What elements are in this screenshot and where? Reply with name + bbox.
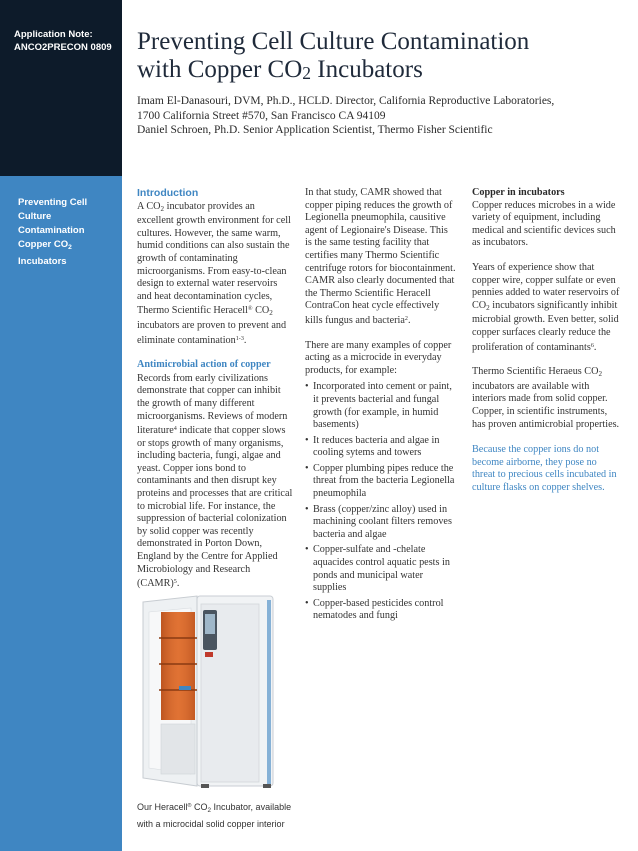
column-1 [137,187,293,591]
app-note-code: ANCO2PRECON 0809 [14,42,112,53]
experience-paragraph: Years of experience show that copper wire, copper sulfate or even pennies added to water reservoirs of $CO_2$ incubators significantly inhibit microbial growth. Even better, solid copper surfaces clearly reduce the proliferation of contaminants$^6$. [472,261,620,353]
page-title [137,28,617,87]
list-item: • Copper plumbing pipes reduce the threat from the bacteria Legionella pneumophila [305,463,457,501]
sidebar-title-line1: Preventing Cell Culture [18,197,88,222]
incubator-photo [139,590,279,790]
sidebar-title [18,196,118,269]
column-3 [472,187,622,494]
author-line: Imam El-Danasouri, DVM, Ph.D., HCLD. Director, California Reproductive Laboratories, [137,95,555,107]
sidebar-title-line2: Contamination [18,225,85,236]
application-note-label [14,28,118,54]
column-2 [305,187,457,626]
sidebar-title-line3: Copper $CO_2$ Incubators [18,239,72,267]
introduction-heading: Introduction [137,187,199,199]
antimicrobial-paragraph: Records from early civilizations demonstrate that copper can inhibit the growth of many different microorganisms. Reviews of modern literature$^4$ indicate that copper slows or stops growth of many organisms, including bacteria, fungi, algae and yeast. Copper ions bond to contaminants and then disrupt key proteins and processes that are critical to microbial life. For instance, the suppression of bacterial colonization by solid copper was recently demonstrated in Porton Down, England by the Centre for Applied Microbiology and Research (CAMR)$^5$. [137,372,293,590]
author-line: 1700 California Street #570, San Francisco CA 94109 [137,109,386,122]
caption-line1: Our Heracell® $CO_2$ Incubator, available [137,802,292,814]
author-block [137,94,617,138]
antimicrobial-heading: Antimicrobial action of copper [137,359,271,371]
introduction-paragraph: A $CO_2$ incubator provides an excellent growth environment for cell cultures. However, the same warm, humid conditions can also sustain the growth of contaminating microorganisms. From easy-to-clean design to external water reservoirs and heat decontamination cycles, Thermo Scientific Heracell® $CO_2$ incubators are proven to prevent and eliminate contamination$^{1-3}$. [137,200,291,346]
copper-incubators-heading: Copper in incubators [472,187,565,198]
caption-line2: with a microcidal solid copper interior [137,818,285,829]
examples-list [305,381,457,623]
list-item: • Brass (copper/zinc alloy) used in machining coolant filters removes bacteria and algae [305,504,457,542]
list-item: • It reduces bacteria and algae in cooling sytems and towers [305,435,457,460]
list-item: • Copper-based pesticides control nematodes and fungi [305,598,457,623]
heraeus-paragraph: Thermo Scientific Heraeus $CO_2$ incubators are available with interiors made from solid copper. Copper, in scientific instruments, has proven antimicrobial properties. [472,366,620,430]
camr-paragraph: In that study, CAMR showed that copper piping reduces the growth of Legionella pneumophila, causitive agent of Legionaire's Disease. This is the same testing facility that certifies many Thermo Scientific centrifuge rotors for biocontainment. CAMR also clearly documented that the Thermo Scientific Heracell ContraCon heat cycle effectively kills fungus and bacteria$^2$. [305,187,456,326]
photo-caption [137,800,297,830]
app-note-label: Application Note: [14,29,93,40]
pull-quote: Because the copper ions do not become airborne, they pose no threat to precious cells incubated in culture flasks on copper shelves. [472,444,617,493]
list-item: • Incorporated into cement or paint, it prevents bacterial and fungal growth (for example, in humid basements) [305,381,457,431]
examples-paragraph: There are many examples of copper acting as a microcide in everyday products, for example: [305,339,452,376]
title-line1: Preventing Cell Culture Contamination [137,28,530,55]
sidebar-band [0,176,122,851]
header-band [0,0,122,176]
title-line2: with Copper $CO_2$ Incubators [137,56,423,83]
list-item: • Copper-sulfate and -chelate aquacides control aquatic pests in ponds and municipal water supplies [305,544,457,594]
copper-reduces-paragraph: Copper reduces microbes in a wide variety of equipment, including medical and scientific devices such as incubators. [472,199,616,249]
author-line: Daniel Schroen, Ph.D. Senior Application Scientist, Thermo Fisher Scientific [137,124,493,136]
